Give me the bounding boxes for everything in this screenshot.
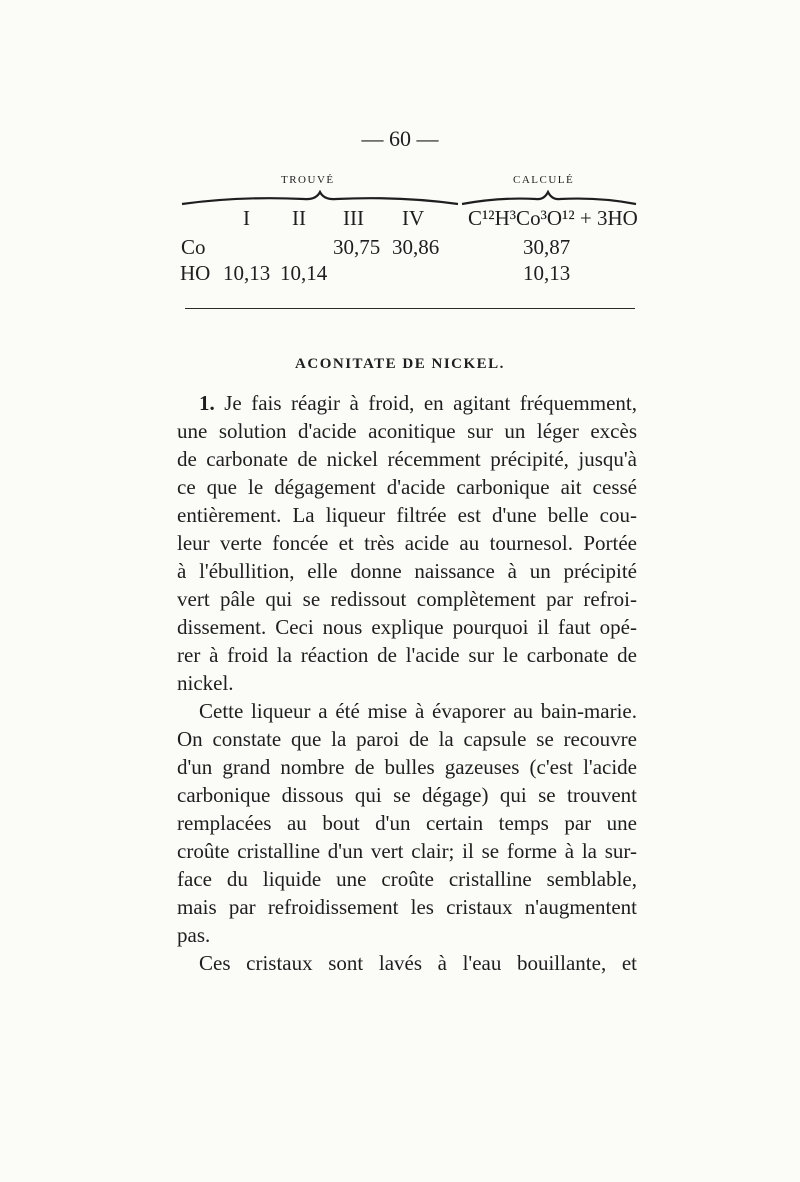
page-number: — 60 — bbox=[361, 126, 439, 151]
paragraph-2-line: croûte cristalline d'un vert clair; il se forme à la sur- bbox=[177, 839, 637, 863]
paragraph-1-line: rer à froid la réaction de l'acide sur le carbonate de bbox=[177, 643, 637, 667]
ho-value-calc: 10,13 bbox=[523, 261, 571, 285]
paragraph-1-line: vert pâle qui se redissout complètement par refroi- bbox=[177, 587, 637, 611]
paragraph-1 bbox=[177, 389, 637, 697]
header-found: TROUVÉ bbox=[281, 174, 335, 186]
paragraph-1-line: 1. Je fais réagir à froid, en agitant fréquemment, bbox=[199, 391, 637, 415]
row-label-co: Co bbox=[181, 235, 206, 259]
co-value-calc: 30,87 bbox=[523, 235, 571, 259]
paragraph-2-line: On constate que la paroi de la capsule se recouvre bbox=[177, 727, 637, 751]
paragraph-1-line: nickel. bbox=[177, 671, 234, 695]
paragraph-1-line: ce que le dégagement d'acide carbonique ait cessé bbox=[177, 475, 637, 499]
paragraph-number: 1. bbox=[199, 391, 215, 415]
paragraph-1-line: de carbonate de nickel récemment précipité, jusqu'à bbox=[177, 447, 637, 471]
formula: C¹²H³Co³O¹² + 3HO bbox=[468, 206, 638, 230]
ho-value-ii: 10,14 bbox=[280, 261, 328, 285]
paragraph-2-line: carbonique dissous qui se dégage) qui se trouvent bbox=[177, 783, 637, 807]
analysis-table bbox=[0, 170, 800, 300]
paragraph-2-line: d'un grand nombre de bulles gazeuses (c'est l'acide bbox=[177, 755, 637, 779]
co-value-iii: 30,75 bbox=[333, 235, 381, 259]
paragraph-3 bbox=[177, 949, 637, 977]
column-i: I bbox=[243, 206, 250, 230]
paragraph-2-line: Cette liqueur a été mise à évaporer au bain-marie. bbox=[199, 699, 637, 723]
paragraph-1-line: une solution d'acide aconitique sur un léger excès bbox=[177, 419, 637, 443]
ho-value-i: 10,13 bbox=[223, 261, 271, 285]
paragraph-2 bbox=[177, 697, 637, 949]
section-title: ACONITATE DE NICKEL. bbox=[295, 356, 505, 372]
paragraph-3-line: Ces cristaux sont lavés à l'eau bouillante, et bbox=[199, 951, 637, 975]
paragraph-1-line: dissement. Ceci nous explique pourquoi il faut opé- bbox=[177, 615, 637, 639]
paragraph-1-line: à l'ébullition, elle donne naissance à un précipité bbox=[177, 559, 637, 583]
column-ii: II bbox=[292, 206, 306, 230]
column-iii: III bbox=[343, 206, 364, 230]
paragraph-1-line: leur verte foncée et très acide au tournesol. Portée bbox=[177, 531, 637, 555]
section-rule bbox=[185, 308, 635, 309]
column-iv: IV bbox=[402, 206, 425, 230]
paragraph-2-line: pas. bbox=[177, 923, 211, 947]
paragraph-2-line: face du liquide une croûte cristalline semblable, bbox=[177, 867, 637, 891]
paragraph-2-line: remplacées au bout d'un certain temps par une bbox=[177, 811, 637, 835]
row-label-ho: HO bbox=[180, 261, 211, 285]
paragraph-1-line: entièrement. La liqueur filtrée est d'une belle cou- bbox=[177, 503, 637, 527]
co-value-iv: 30,86 bbox=[392, 235, 440, 259]
paragraph-2-line: mais par refroidissement les cristaux n'augmentent bbox=[177, 895, 637, 919]
header-calculated: CALCULÉ bbox=[513, 174, 575, 186]
